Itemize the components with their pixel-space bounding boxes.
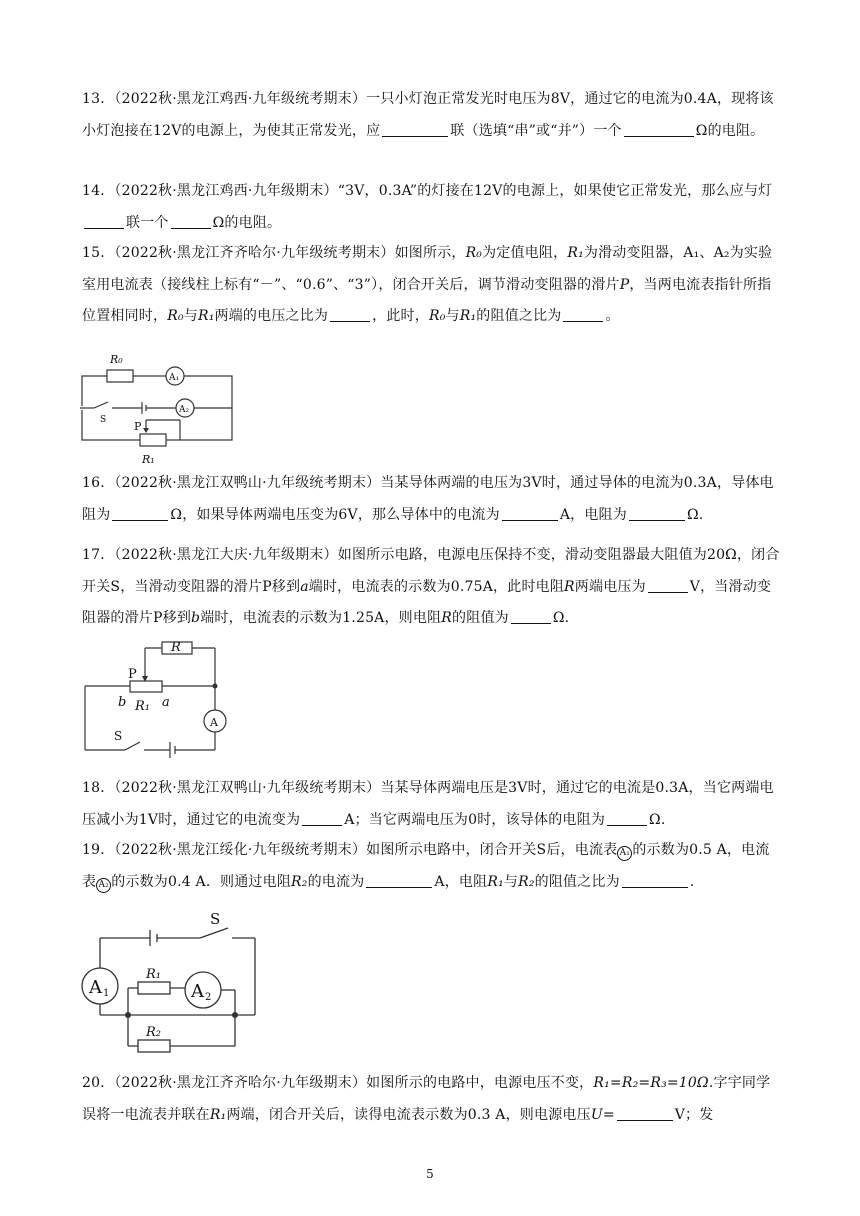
q15-blank-1[interactable] <box>330 307 370 322</box>
fig17-b-label: b <box>118 695 127 710</box>
q13-blank-2[interactable] <box>624 122 694 137</box>
q17-blank-1[interactable] <box>648 578 688 593</box>
fig19-switch-label: S <box>210 910 221 928</box>
fig17-ammeter-label: A <box>210 716 218 729</box>
question-15: 15．（2022秋·黑龙江齐齐哈尔·九年级统考期末）如图所示，R₀为定值电阻，R₁为滑动变阻器，A₁、A₂为实验室用电流表（接线柱上标有“－”、“0.6”、“3”），闭合开关后，调节滑动变阻器的滑片P，当两电流表指针所指位置相同时，R₀与R₁两端的电压之比为 ，此时，R₀与R₁的阻值之比为 。 <box>82 245 773 324</box>
page-number: 5 <box>426 1167 434 1181</box>
q16-blank-3[interactable] <box>629 506 685 521</box>
fig17-a-label: a <box>162 695 170 710</box>
q15-blank-2[interactable] <box>563 307 603 322</box>
question-16: 16．（2022秋·黑龙江双鸭山·九年级统考期末）当某导体两端的电压为3V时，通过导体的电流为0.3A，导体电阻为 Ω，如果导体两端电压变为6V，那么导体中的电流为 A，电阻为 Ω. <box>82 475 774 523</box>
q17-blank-2[interactable] <box>511 609 551 624</box>
q16-blank-1[interactable] <box>112 506 168 521</box>
fig19-a1-sub: 1 <box>103 988 110 999</box>
question-20: 20．（2022秋·黑龙江齐齐哈尔·九年级期末）如图所示的电路中，电源电压不变，R₁=R₂=R₃=10Ω.字宇同学误将一电流表并联在R₁两端，闭合开关后，读得电流表示数为0.3 A，则电源电压U= V；发 <box>82 1075 771 1123</box>
fig17-switch-label: S <box>114 729 123 743</box>
q18-blank-1[interactable] <box>302 811 342 826</box>
question-13: 13．（2022秋·黑龙江鸡西·九年级统考期末）一只小灯泡正常发光时电压为8V，通过它的电流为0.4A，现将该小灯泡接在12V的电源上，为使其正常发光，应 联（选填“串”或“并”）一个 Ω的电阻。 <box>82 91 774 139</box>
question-14: 14．（2022秋·黑龙江鸡西·九年级期末）“3V，0.3A”的灯接在12V的电源上，如果使它正常发光，那么应与灯联一个 Ω的电阻。 <box>82 183 773 231</box>
q13-number: 13． <box>82 91 115 107</box>
question-18: 18．（2022秋·黑龙江双鸭山·九年级统考期末）当某导体两端电压是3V时，通过它的电流是0.3A，当它两端电压减小为1V时，通过它的电流变为 A；当它两端电压为0时，该导体的电阻为 Ω. <box>82 780 774 828</box>
q18-blank-2[interactable] <box>607 811 647 826</box>
q13-blank-1[interactable] <box>382 122 448 137</box>
fig17-r-label: R <box>171 640 181 655</box>
circuit-figure-17 <box>80 638 240 760</box>
fig19-r2-label: R₂ <box>146 1025 161 1040</box>
q19-blank-1[interactable] <box>366 873 432 888</box>
fig19-a2-sub: 2 <box>205 992 212 1003</box>
fig19-a2-label: A <box>191 981 204 1002</box>
fig15-a2-label: A₂ <box>179 405 190 415</box>
inline-ammeter-a2: A₂ <box>96 878 111 893</box>
inline-ammeter-a1: A₁ <box>617 846 632 861</box>
fig19-a1-label: A <box>89 977 102 998</box>
q14-blank-2[interactable] <box>171 214 211 229</box>
fig15-a1-label: A₁ <box>169 373 180 383</box>
fig17-slider-label: P <box>128 667 137 682</box>
circuit-figure-15 <box>72 346 242 466</box>
q13-source: （2022秋·黑龙江鸡西·九年级统考期末） <box>114 91 367 107</box>
fig15-r1-label: R₁ <box>142 453 155 466</box>
circuit-figure-19 <box>80 908 280 1058</box>
question-19: 19．（2022秋·黑龙江绥化·九年级统考期末）如图所示电路中，闭合开关S后，电流表 A₁ 的示数为0.5 A，电流表 A₂ 的示数为0.4 A．则通过电阻R₂的电流为 A，电阻R₁与R₂的阻值之比为 . <box>82 835 782 898</box>
question-17: 17．（2022秋·黑龙江大庆·九年级期末）如图所示电路，电源电压保持不变，滑动变阻器最大阻值为20Ω，闭合开关S，当滑动变阻器的滑片P移到a端时，电流表的示数为0.75A，此时电阻R两端电压为 V，当滑动变阻器的滑片P移到b端时，电流表的示数为1.25A，则电阻R的阻值为 Ω. <box>82 547 780 626</box>
fig19-r1-label: R₁ <box>146 967 161 982</box>
fig17-r1-label: R₁ <box>135 699 150 714</box>
q20-blank-1[interactable] <box>617 1106 673 1121</box>
fig15-switch-label: S <box>100 415 107 425</box>
q19-blank-2[interactable] <box>622 873 688 888</box>
q14-blank-1[interactable] <box>84 214 124 229</box>
q16-blank-2[interactable] <box>502 506 558 521</box>
fig15-r0-label: R₀ <box>110 353 123 366</box>
fig15-slider-label: P <box>134 420 142 433</box>
